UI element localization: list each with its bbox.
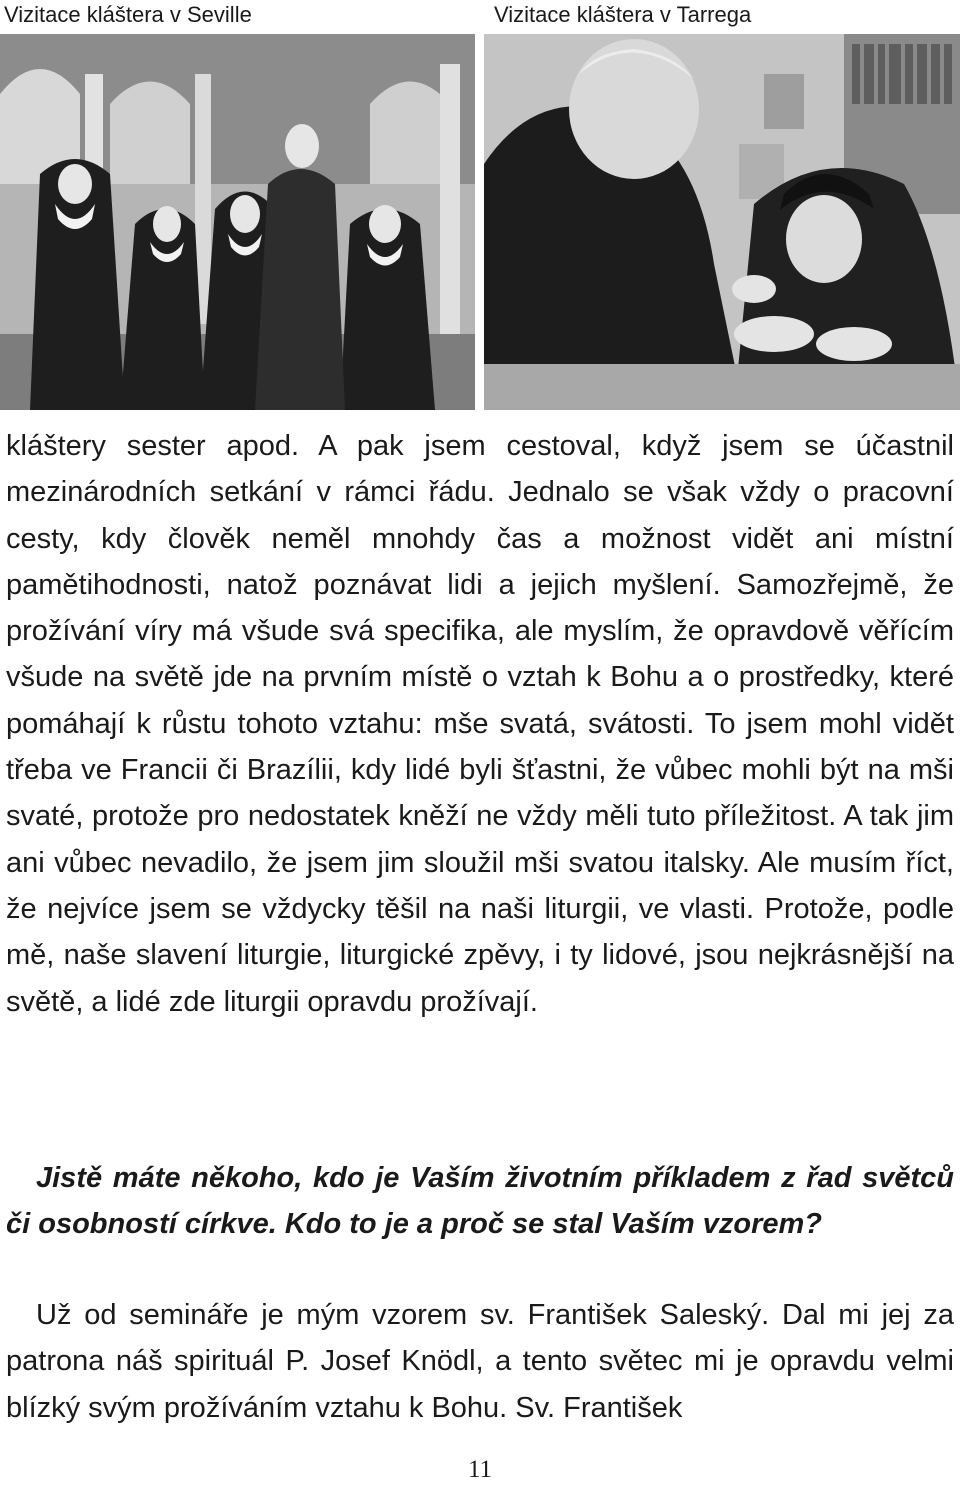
page-number: 11 — [467, 1456, 493, 1483]
interview-answer: Už od semináře je mým vzorem sv. František Saleský. Dal mi jej za patrona náš spirituál P. Josef Knödl, a tento světec mi je opravdu velmi blízký svým prožíváním vztahu k Bohu. Sv. František — [6, 1299, 954, 1424]
caption-tarrega: Vizitace kláštera v Tarrega — [494, 2, 752, 27]
body-paragraph: kláštery sester apod. A pak jsem cestoval, když jsem se účastnil mezinárodních setkání v rámci řádu. Jednalo se však vždy o pracovní cesty, kdy člověk neměl mnohdy čas a možnost vidět ani místní pamětihodnosti, natož poznávat lidi a jejich myšlení. Samozřejmě, že prožívání víry má všude svá specifika, ale myslím, že opravdově věřícím všude na světě jde na prvním místě o vztah k Bohu a o prostředky, které pomáhají k růstu tohoto vztahu: mše svatá, svátosti. To jsem mohl vidět třeba ve Francii či Brazílii, kdy lidé byli šťastni, že vůbec mohli být na mši svaté, protože pro nedostatek kněží ne vždy měli tuto příležitost. A tak jim ani vůbec nevadilo, že jsem jim sloužil mši svatou italsky. Ale musím říct, že nejvíce jsem se vždycky těšil na naši liturgii, ve vlasti. Protože, podle mě, naše slavení liturgie, liturgické zpěvy, i ty lidové, jsou nejkrásnější na světě, a lidé zde liturgii opravdu prožívají. — [6, 430, 954, 1018]
photo-nuns-courtyard-icon — [0, 34, 475, 410]
photo-captions — [0, 0, 960, 32]
interview-question: Jistě máte někoho, kdo je Vaším životním příkladem z řad světců či osobností církve. Kdo to je a proč se stal Vaším vzorem? — [6, 1162, 954, 1240]
photo-nun-conversation-icon — [484, 34, 960, 410]
photo-tarrega-conversation — [484, 34, 960, 410]
photo-seville-nuns — [0, 34, 475, 410]
caption-seville: Vizitace kláštera v Seville — [4, 2, 252, 27]
